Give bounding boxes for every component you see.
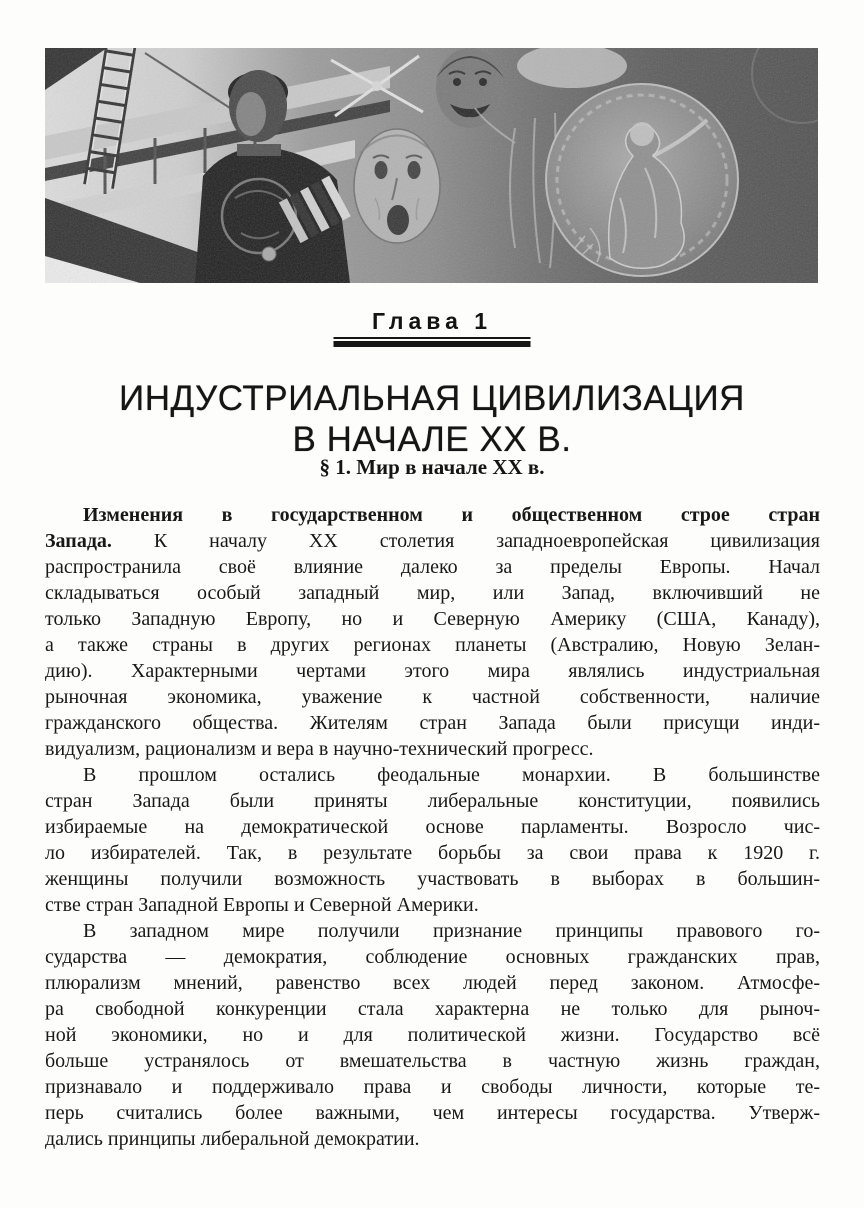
- text-line: ной экономики, но и для политической жизни. Государство всё: [45, 1024, 820, 1046]
- collage-illustration: [45, 48, 818, 283]
- chapter-header-image: [45, 48, 818, 283]
- text-line: гражданского общества. Жителям стран Запада были присущи инди-: [45, 712, 820, 734]
- text-line: В прошлом остались феодальные монархии. В большинстве: [83, 764, 820, 786]
- paragraph: [45, 762, 820, 918]
- text-line: перь считались более важными, чем интересы государства. Утверж-: [45, 1102, 820, 1124]
- text-line: женщины получили возможность участвовать в выборах в большин-: [45, 868, 820, 890]
- text-line: ра свободной конкуренции стала характерна не только для рыноч-: [45, 998, 820, 1020]
- text-line: рыночная экономика, уважение к частной собственности, наличие: [45, 686, 820, 708]
- text-line: видуализм, рационализм и вера в научно-технический прогресс.: [45, 738, 594, 760]
- chapter-divider-rule: [334, 337, 531, 347]
- section-heading: § 1. Мир в начале XX в.: [319, 455, 545, 479]
- text-line: ло избирателей. Так, в результате борьбы за свои права к 1920 г.: [45, 842, 820, 864]
- text-line: больше устранялось от вмешательства в частную жизнь граждан,: [45, 1050, 820, 1072]
- paragraph: [45, 502, 820, 762]
- grain-overlay: [45, 48, 818, 283]
- text-line: избираемые на демократической основе парламенты. Возросло чис-: [45, 816, 820, 838]
- text-line: В западном мире получили признание принципы правового го-: [83, 920, 820, 942]
- text-line: признавало и поддерживало права и свободы личности, которые те-: [45, 1076, 820, 1098]
- text-line: Изменения в государственном и общественном строе стран: [83, 504, 820, 526]
- text-line: дались принципы либеральной демократии.: [45, 1128, 420, 1150]
- page-title-line1: ИНДУСТРИАЛЬНАЯ ЦИВИЛИЗАЦИЯ: [119, 379, 745, 419]
- text-line: сударства — демократия, соблюдение основных гражданских прав,: [45, 946, 820, 968]
- text-line: распространила своё влияние далеко за пределы Европы. Начал: [45, 556, 820, 578]
- paragraph: [45, 918, 820, 1152]
- chapter-label: Глава 1: [371, 308, 493, 334]
- page-title-line2: В НАЧАЛЕ XX В.: [292, 420, 572, 460]
- body-text: [45, 502, 820, 1152]
- text-line: а также страны в других регионах планеты (Австралию, Новую Зелан-: [45, 634, 820, 656]
- text-line: дию). Характерными чертами этого мира являлись индустриальная: [45, 660, 820, 682]
- text-line: только Западную Европу, но и Северную Америку (США, Канаду),: [45, 608, 820, 630]
- text-line: складываться особый западный мир, или Запад, включивший не: [45, 582, 820, 604]
- text-line: плюрализм мнений, равенство всех людей перед законом. Атмосфе-: [45, 972, 820, 994]
- text-line: стве стран Западной Европы и Северной Америки.: [45, 894, 479, 916]
- text-line: стран Запада были приняты либеральные конституции, появились: [45, 790, 820, 812]
- text-line: Запада. К началу XX столетия западноевропейская цивилизация: [45, 530, 820, 552]
- page-title: [0, 378, 864, 460]
